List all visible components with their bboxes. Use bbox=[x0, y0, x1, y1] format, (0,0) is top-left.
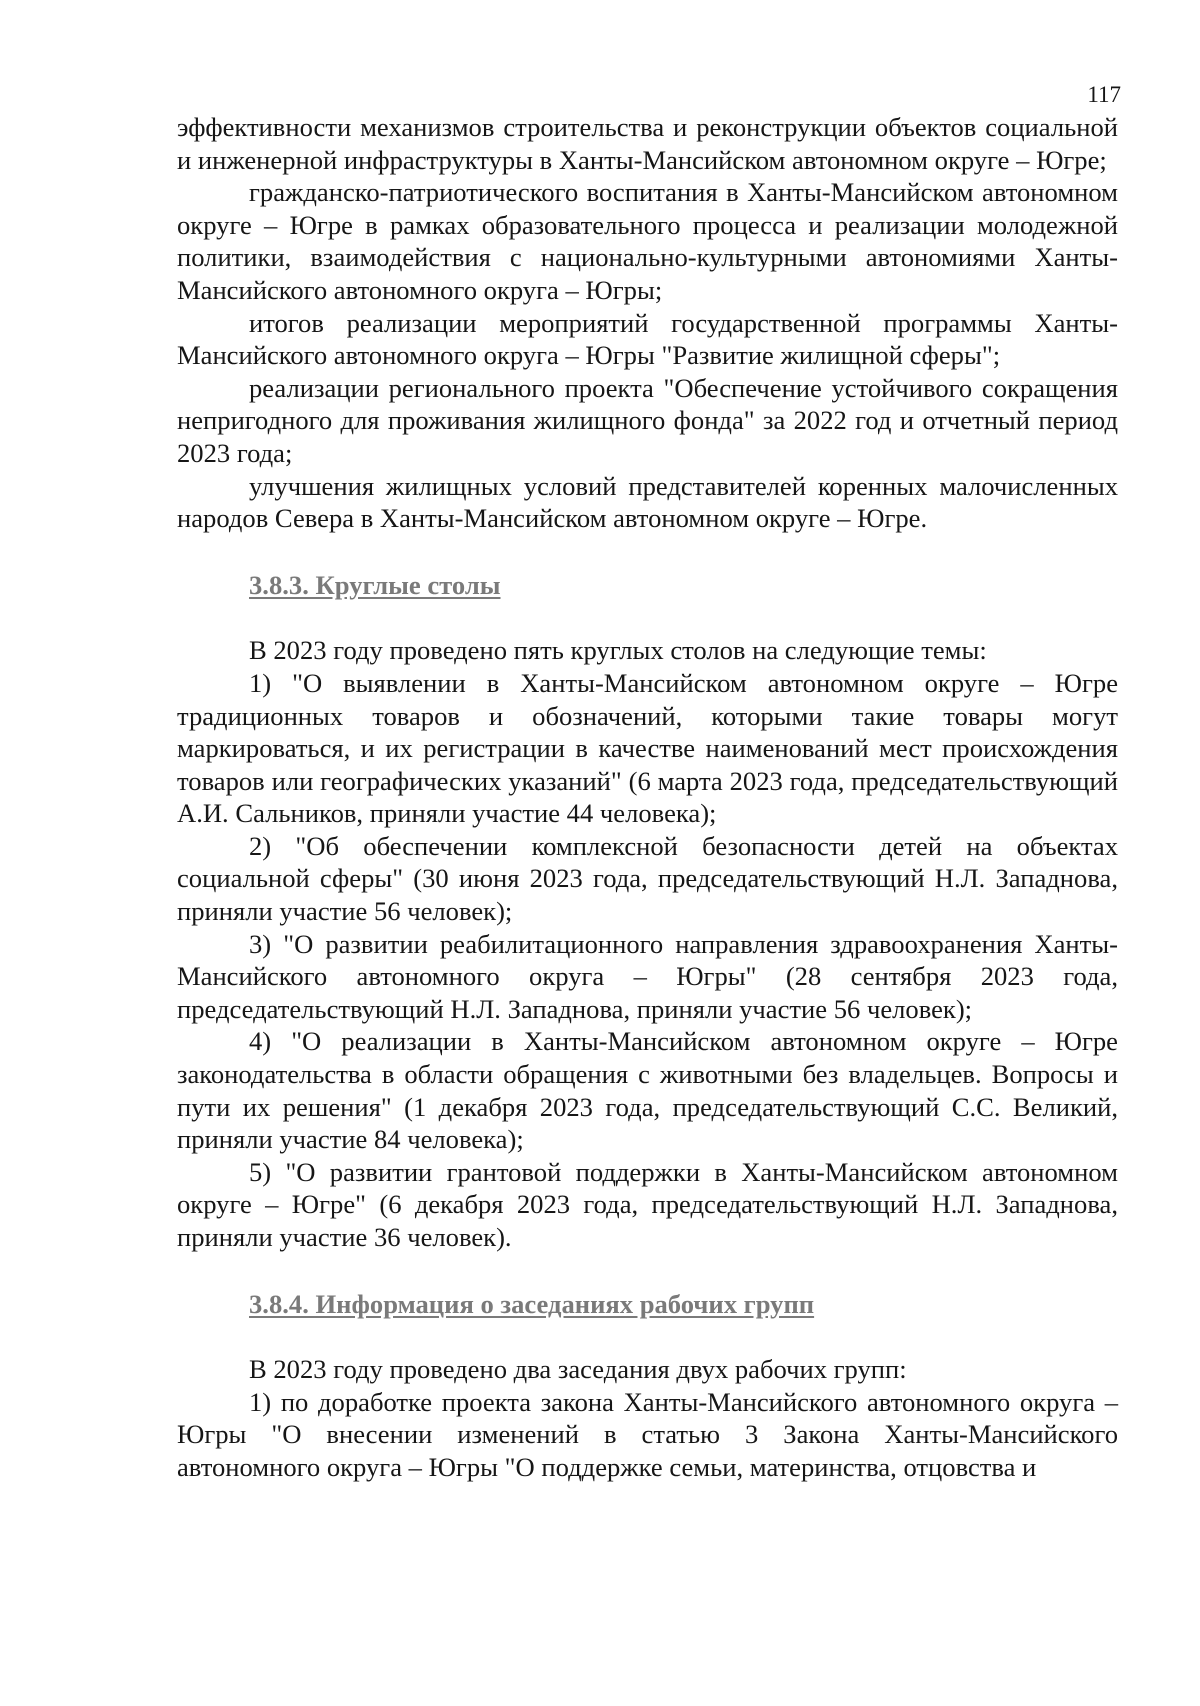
list-item: 3) "О развитии реабилитационного направления здравоохранения Ханты-Мансийского автономного округа – Югры" (28 сентября 2023 года, председательствующий Н.Л. Западнова, приняли участие 56 человек); bbox=[177, 928, 1118, 1024]
paragraph: итогов реализации мероприятий государственной программы Ханты-Мансийского автономного округа – Югры "Развитие жилищной сферы"; bbox=[177, 307, 1118, 371]
list-item: 2) "Об обеспечении комплексной безопасности детей на объектах социальной сферы" (30 июня 2023 года, председательствующий Н.Л. Западнова, приняли участие 56 человек); bbox=[177, 830, 1118, 927]
paragraph: улучшения жилищных условий представителей коренных малочисленных народов Севера в Ханты-Мансийском автономном округе – Югре. bbox=[177, 470, 1118, 534]
document-body bbox=[177, 111, 1118, 1484]
list-item: 5) "О развитии грантовой поддержки в Ханты-Мансийском автономном округе – Югре" (6 декабря 2023 года, председательствующий Н.Л. Западнова, приняли участие 36 человек). bbox=[177, 1156, 1118, 1252]
list-item: 4) "О реализации в Ханты-Мансийском автономном округе – Югре законодательства в области обращения с животными без владельцев. Вопросы и пути их решения" (1 декабря 2023 года, председательствующий С.С. Великий, приняли участие 84 человека); bbox=[177, 1026, 1118, 1155]
paragraph: реализации регионального проекта "Обеспечение устойчивого сокращения непригодного для проживания жилищного фонда" за 2022 год и отчетный период 2023 года; bbox=[177, 372, 1118, 468]
section-heading-working-groups: 3.8.4. Информация о заседаниях рабочих групп bbox=[249, 1288, 815, 1319]
section-intro: В 2023 году проведено пять круглых столов на следующие темы: bbox=[249, 635, 987, 666]
page-number: 117 bbox=[1087, 82, 1121, 107]
list-item: 1) по доработке проекта закона Ханты-Мансийского автономного округа – Югры "О внесении изменений в статью 3 Закона Ханты-Мансийского автономного округа – Югры "О поддержке семьи, материнства, отцовства и bbox=[177, 1386, 1118, 1482]
section-heading-round-tables: 3.8.3. Круглые столы bbox=[249, 569, 501, 600]
list-item: 1) "О выявлении в Ханты-Мансийском автономном округе – Югре традиционных товаров и обозначений, которыми такие товары могут маркироваться, и их регистрации в качестве наименований мест происхождения товаров или географических указаний" (6 марта 2023 года, председательствующий А.И. Сальников, приняли участие 44 человека); bbox=[177, 667, 1118, 829]
section-intro: В 2023 году проведено два заседания двух рабочих групп: bbox=[249, 1354, 907, 1385]
paragraph: гражданско-патриотического воспитания в Ханты-Мансийском автономном округе – Югре в рамках образовательного процесса и реализации молодежной политики, взаимодействия с национально-культурными автономиями Ханты-Мансийского автономного округа – Югры; bbox=[177, 177, 1118, 305]
paragraph: эффективности механизмов строительства и реконструкции объектов социальной и инженерной инфраструктуры в Ханты-Мансийском автономном округе – Югре; bbox=[177, 112, 1118, 175]
